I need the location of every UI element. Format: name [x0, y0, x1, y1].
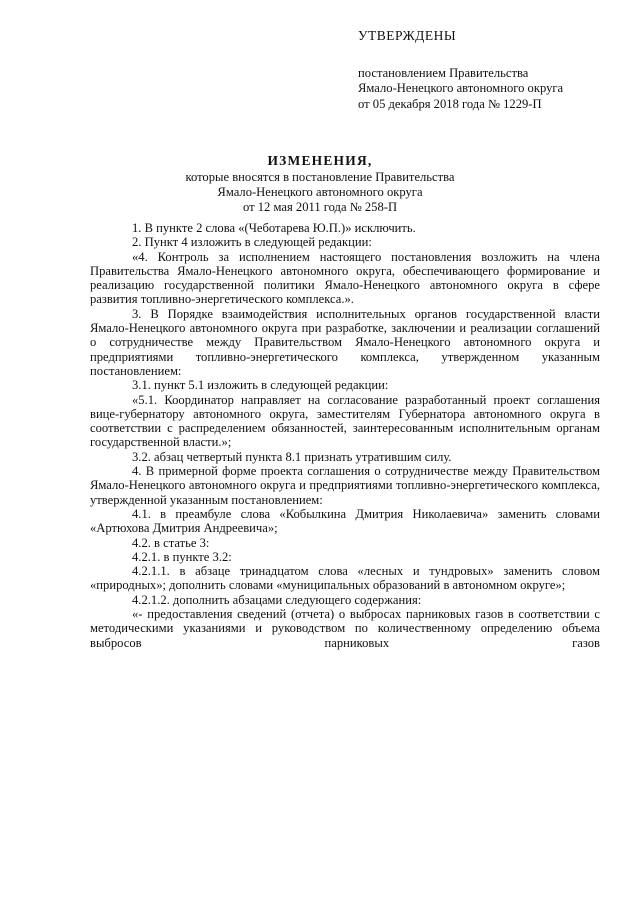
- approval-line: от 05 декабря 2018 года № 1229-П: [358, 96, 542, 111]
- title-line: Ямало-Ненецкого автономного округа: [217, 185, 423, 199]
- paragraph: 1. В пункте 2 слова «(Чеботарева Ю.П.)» исключить.: [132, 221, 416, 235]
- paragraph: 4.2. в статье 3:: [132, 535, 210, 550]
- approval-header: УТВЕРЖДЕНЫ: [358, 28, 457, 43]
- paragraph: 3.1. пункт 5.1 изложить в следующей редакции:: [132, 378, 389, 393]
- paragraph: 4.2.1.2. дополнить абзацами следующего содержания:: [132, 592, 422, 607]
- title-line: которые вносятся в постановление Правительства: [185, 170, 455, 184]
- title-line: от 12 мая 2011 года № 258-П: [242, 200, 398, 214]
- paragraph: 4. В примерной форме проекта соглашения о сотрудничестве между Правительством Ямало-Ненецкого автономного округа и предприятиями топливно-энергетического комплекса, утвержденной указанным постановлением:: [90, 464, 600, 507]
- paragraph: 2. Пункт 4 изложить в следующей редакции:: [132, 235, 372, 250]
- approval-block: [358, 28, 618, 112]
- approval-line: Ямало-Ненецкого автономного округа: [358, 81, 564, 95]
- paragraph: 4.1. в преамбуле слова «Кобылкина Дмитрия Николаевича» заменить словами «Артюхова Дмитрия Андреевича»;: [90, 506, 600, 536]
- document-title: ИЗМЕНЕНИЯ,: [267, 153, 373, 168]
- paragraph: 4.2.1. в пункте 3.2:: [132, 549, 232, 564]
- paragraph: «4. Контроль за исполнением настоящего постановления возложить на члена Правительства Ямало-Ненецкого автономного округа, обеспечивающего формирование и реализацию государственной политики Ямало-Ненецкого автономного округа в сфере развития топливно-энергетического комплекса.».: [90, 249, 600, 307]
- document-body: [90, 221, 600, 650]
- paragraph: 4.2.1.1. в абзаце тринадцатом слова «лесных и тундровых» заменить словом «природных»; дополнить словами «муниципальных образований в автономном округе»;: [90, 564, 600, 593]
- paragraph: «- предоставления сведений (отчета) о выбросах парниковых газов в соответствии с методическими указаниями и руководством по количественному определению объема выбросов парниковых газов: [90, 607, 600, 650]
- approval-line: постановлением Правительства: [358, 65, 529, 80]
- document-title-block: [110, 153, 530, 215]
- paragraph: 3. В Порядке взаимодействия исполнительных органов государственной власти Ямало-Ненецкого автономного округа при разработке, заключении и реализации соглашений о сотрудничестве между Правительством Ямало-Ненецкого автономного округа и предприятиями топливно-энергетического комплекса, утвержденном указанным постановлением:: [90, 306, 600, 378]
- paragraph: «5.1. Координатор направляет на согласование разработанный проект соглашения вице-губернатору автономного округа, заместителям Губернатора автономного округа в соответствии с распределением обязанностей, заинтересованным исполнительным органам государственной власти.»;: [90, 392, 600, 450]
- paragraph: 3.2. абзац четвертый пункта 8.1 признать утратившим силу.: [132, 449, 452, 464]
